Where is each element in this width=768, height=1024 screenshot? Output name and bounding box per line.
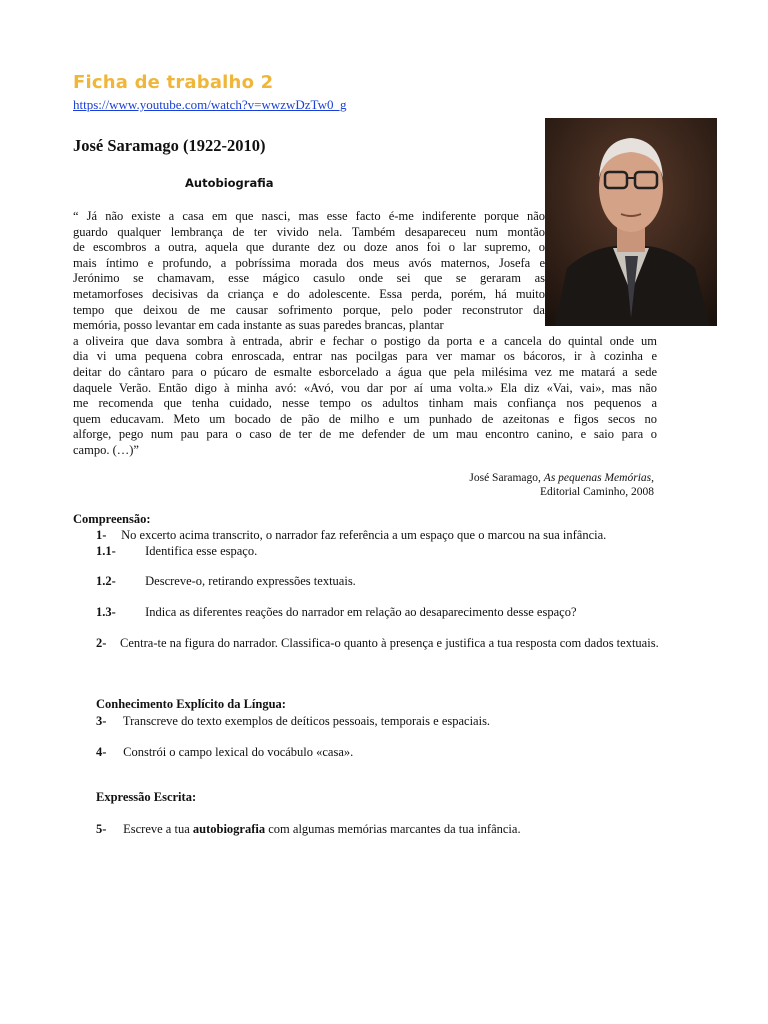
passage-line: metamorfoses decisivas da criança e do adolescente. Essa perda, porém, há muito — [73, 286, 545, 301]
question-text-after: com algumas memórias marcantes da tua infância. — [268, 822, 521, 836]
question-text: Centra-te na figura do narrador. Classifica-o quanto à presença e justifica a tua resposta com dados textuais. — [120, 636, 659, 650]
question-3 — [96, 713, 696, 729]
question-text-bold: autobiografia — [192, 822, 266, 836]
passage-line: quem educavam. Meto um bocado de pão de milho e um punhado de azeitonas e figos secos no — [73, 411, 657, 426]
question-number: 2- — [96, 636, 107, 650]
comprehension-heading: Compreensão: — [73, 512, 151, 526]
citation — [360, 471, 654, 499]
language-heading: Conhecimento Explícito da Língua: — [96, 697, 286, 711]
question-1-2 — [96, 573, 696, 589]
question-number: 1.1- — [96, 544, 116, 558]
question-1-1 — [96, 543, 696, 559]
passage-line: campo. (…)” — [73, 442, 139, 457]
passage-line: de escombros a outra, aquela que durante dez ou doze anos foi o lar supremo, o — [73, 240, 545, 255]
question-text: Descreve-o, retirando expressões textuais. — [145, 574, 356, 588]
question-2 — [96, 635, 696, 651]
passage-line: me recomenda que tenha cuidado, nesse tempo os adultos tinham mais confiança nos pequenos a — [73, 396, 657, 411]
question-text: No excerto acima transcrito, o narrador faz referência a um espaço que o marcou na sua infância. — [121, 528, 607, 542]
question-text: Identifica esse espaço. — [145, 544, 258, 558]
passage-line: guardo qualquer lembrança de ter vivido nela. Também desapareceu num montão — [73, 224, 545, 239]
question-5 — [96, 821, 716, 837]
passage-line: alforge, pego num pau para o caso de ter de me defender de um mau encontro canino, e saio para o — [73, 427, 657, 442]
passage-line: deitar do cântaro para o púcaro de esmalte esborcelado a água que pela milésima vez me matará a sede — [73, 364, 657, 379]
citation-publisher: Editorial Caminho, 2008 — [539, 486, 654, 498]
question-text: Transcreve do texto exemplos de deíticos pessoais, temporais e espaciais. — [122, 714, 491, 728]
author-heading: José Saramago (1922-2010) — [73, 136, 266, 155]
question-number: 1.2- — [96, 574, 116, 588]
passage-line: tempo que deixou de me causar sofrimento porque, pelo poder reconstrutor da — [73, 302, 545, 317]
question-text-before: Escreve a tua — [123, 822, 190, 836]
text-subheading: Autobiografia — [185, 176, 274, 190]
question-number: 5- — [96, 822, 107, 836]
question-4 — [96, 744, 696, 760]
question-text: Constrói o campo lexical do vocábulo «casa». — [123, 745, 354, 759]
worksheet-title: Ficha de trabalho 2 — [73, 72, 274, 93]
passage-line: daquele Verão. Então digo à minha avó: «Avó, vou dar por aí uma volta.» Ela diz «Vai, vai», mas não — [73, 380, 657, 395]
writing-heading: Expressão Escrita: — [96, 790, 197, 804]
question-1 — [96, 527, 696, 543]
youtube-link[interactable]: https://www.youtube.com/watch?v=wwzwDzTw0_g — [73, 97, 347, 112]
passage-line: a oliveira que dava sombra à entrada, abrir e fechar o postigo da porta e a cancela do quintal onde um — [73, 333, 657, 348]
question-text: Indica as diferentes reações do narrador em relação ao desaparecimento desse espaço? — [145, 605, 577, 619]
question-number: 1- — [96, 528, 107, 542]
passage-line: dia vi uma pequena cobra enroscada, entrar nas pocilgas para ver mamar os bácoros, ir à cozinha e — [73, 349, 657, 364]
question-1-3 — [96, 604, 716, 620]
passage-line: Jerónimo se chamavam, esse mágico casulo onde sei que se geraram as — [73, 271, 545, 286]
autobiography-passage — [73, 209, 657, 459]
question-number: 3- — [96, 714, 107, 728]
question-number: 1.3- — [96, 605, 116, 619]
passage-line: “ Já não existe a casa em que nasci, mas esse facto é-me indiferente porque não — [73, 209, 545, 223]
passage-line: mais íntimo e profundo, a pobríssima morada dos meus avós maternos, Josefa e — [73, 255, 545, 270]
passage-line: memória, posso levantar em cada instante as suas paredes brancas, plantar — [73, 318, 444, 333]
citation-author: José Saramago, — [469, 472, 541, 484]
citation-book: As pequenas Memórias, — [543, 472, 654, 484]
question-number: 4- — [96, 745, 107, 759]
